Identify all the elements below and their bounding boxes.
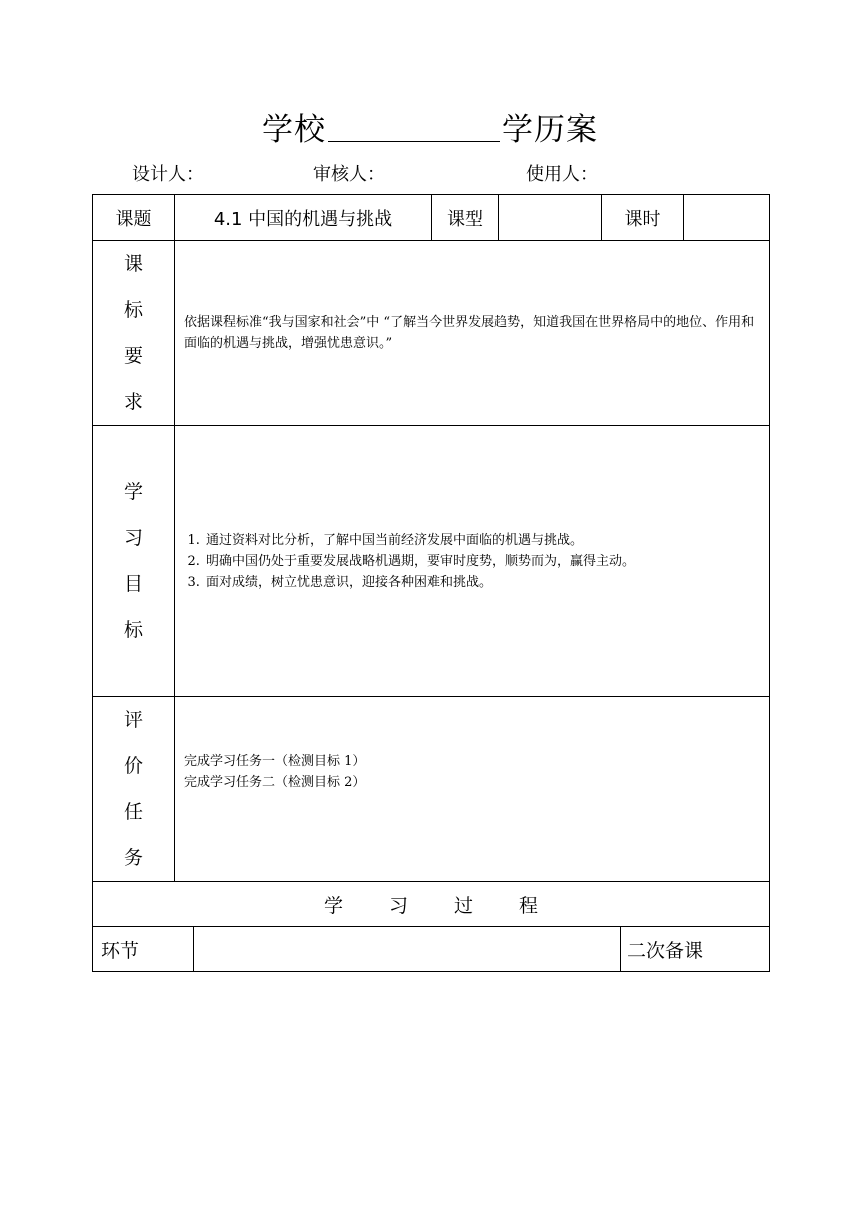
list-item: 1. 通过资料对比分析，了解中国当前经济发展中面临的机遇与挑战。 — [204, 530, 763, 551]
standards-label-line2: 要 求 — [123, 345, 153, 413]
topic-value: 4.1 中国的机遇与挑战 — [175, 195, 432, 241]
topic-label: 课题 — [93, 195, 175, 241]
process-header-row — [93, 927, 770, 972]
process-middle-cell — [194, 927, 621, 972]
process-title: 学 习 过 程 — [93, 882, 770, 927]
document-title — [0, 104, 860, 149]
assessment-label — [93, 697, 175, 882]
assessment-row — [93, 697, 770, 882]
objectives-list — [184, 530, 763, 593]
hours-label: 课时 — [602, 195, 684, 241]
assessment-list — [184, 751, 763, 793]
title-left: 学校 — [262, 112, 326, 148]
topic-row — [93, 195, 770, 241]
second-prep-label: 二次备课 — [621, 927, 770, 972]
list-item: 2. 明确中国仍处于重要发展战略机遇期，要审时度势，顺势而为，赢得主动。 — [204, 551, 763, 572]
type-label: 课型 — [432, 195, 499, 241]
standards-text: 依据课程标准“我与国家和社会”中 “了解当今世界发展趋势，知道我国在世界格局中的地位、作用和面临的机遇与挑战，增强忧患意识。” — [175, 241, 770, 426]
assessment-label-line1: 评 价 — [123, 709, 153, 777]
user-label: 使用人： — [526, 164, 598, 185]
link-label: 环节 — [93, 927, 194, 972]
designer-label: 设计人： — [132, 164, 204, 185]
objectives-content — [175, 426, 770, 697]
standards-label-line1: 课 标 — [123, 253, 153, 321]
type-value — [499, 195, 602, 241]
list-item: 完成学习任务二（检测目标 2） — [184, 775, 366, 790]
standards-row — [93, 241, 770, 426]
objectives-label — [93, 426, 175, 697]
title-right: 学历案 — [502, 112, 598, 148]
study-plan-table — [92, 194, 770, 972]
objectives-label-line2: 目 标 — [123, 573, 153, 641]
list-item: 3. 面对成绩，树立忧患意识，迎接各种困难和挑战。 — [204, 572, 763, 593]
list-item: 完成学习任务一（检测目标 1） — [184, 754, 366, 769]
hours-value — [684, 195, 770, 241]
reviewer-label: 审核人： — [313, 164, 385, 185]
process-title-row — [93, 882, 770, 927]
school-name-blank — [328, 111, 500, 142]
assessment-label-line2: 任 务 — [123, 801, 153, 869]
standards-label — [93, 241, 175, 426]
objectives-label-line1: 学 习 — [123, 481, 153, 549]
assessment-content — [175, 697, 770, 882]
objectives-row — [93, 426, 770, 697]
